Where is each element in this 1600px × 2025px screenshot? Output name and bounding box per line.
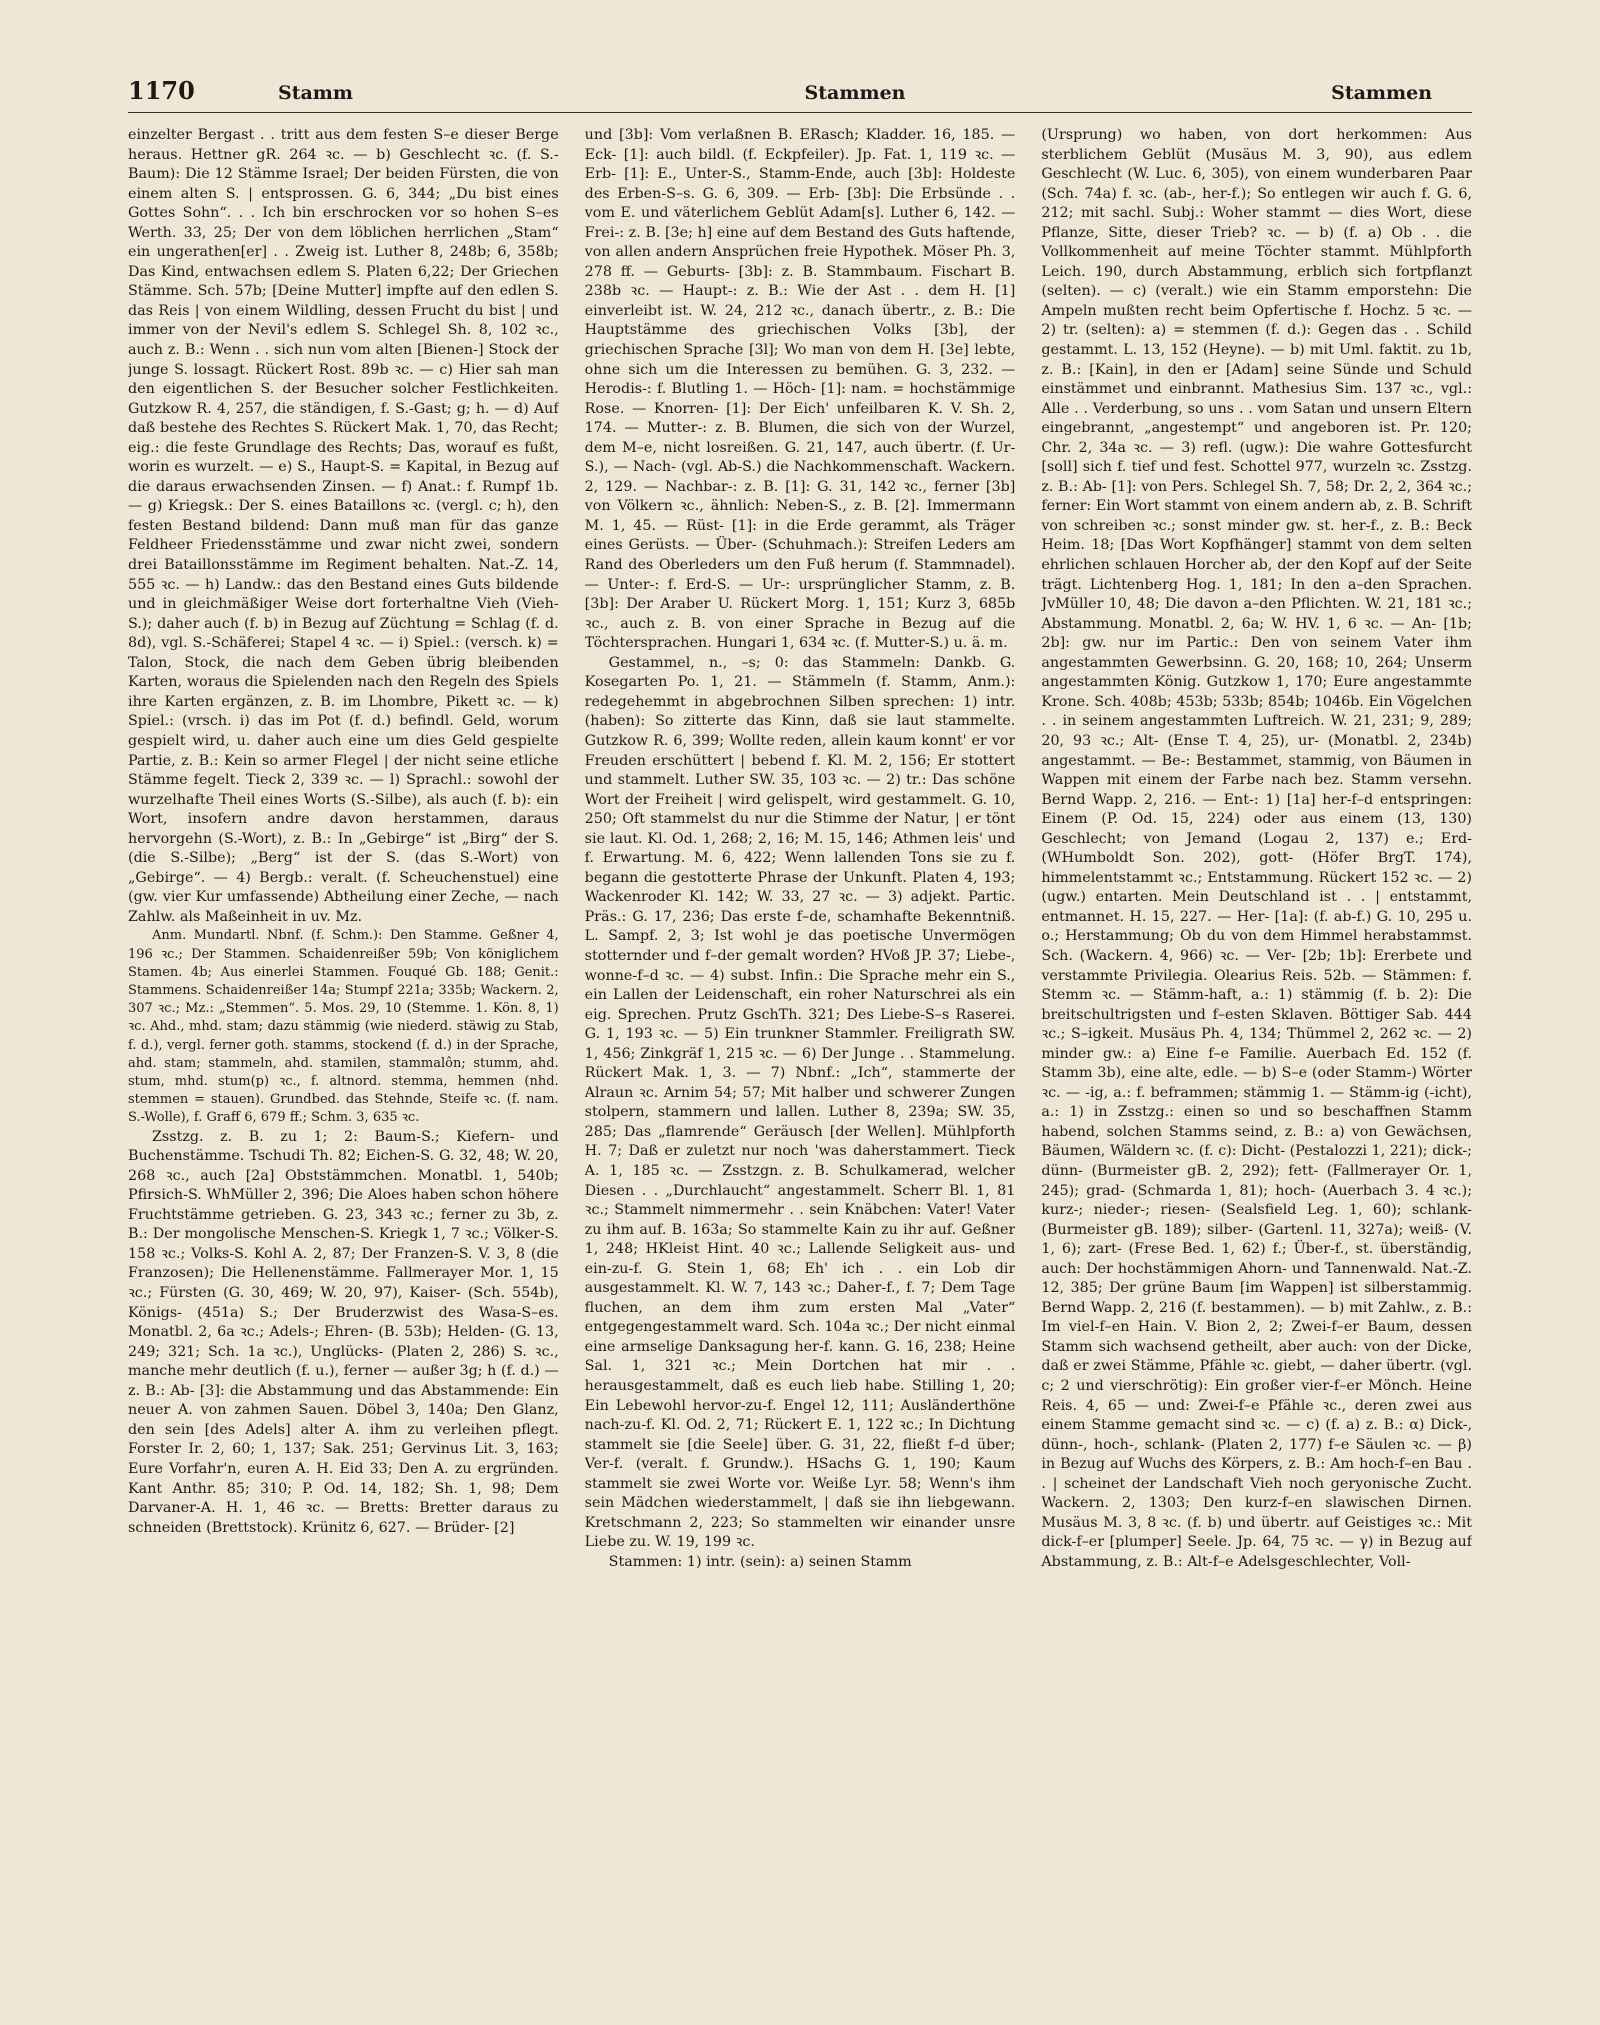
column-1-paragraph: Anm. Mundartl. Nbnf. (f. Schm.): Den Stamme. Geßner 4, 196 ꝛc.; Der Stammen. Schaidenreißer 59b; Von königlichem Stamen. 4b; Aus einerlei Stammen. Fouqué Gb. 188; Genit.: Stammens. Schaidenreißer 14a; Stumpf 221a; 335b; Wackern. 2, 307 ꝛc.; Mz.: „Stemmen“. 5. Mos. 29, 10 (Stemme. 1. Kön. 8, 1) ꝛc. Ahd., mhd. stam; dazu stämmig (wie niederd. stäwig zu Stab, f. d.), vergl. ferner goth. stamms, stockend (f. d.) in der Sprache, ahd. stam; stammeln, ahd. stamilen, stammalôn; stumm, ahd. stum, mhd. stum(p) ꝛc., f. altnord. stemma, hemmen (nhd. stemmen = stauen). Grundbed. das Stehnde, Steife ꝛc. (f. nam. S.-Wolle), f. Graff 6, 679 ff.; Schm. 3, 635 ꝛc. bbox=[128, 928, 559, 1126]
header-rule bbox=[128, 112, 1472, 113]
column-2-paragraph: Stammen: 1) intr. (sein): a) seinen Stamm bbox=[608, 1553, 912, 1570]
column-1-paragraph: einzelter Bergast . . tritt aus dem festen S–e dieser Berge heraus. Hettner gR. 264 ꝛc. — b) Geschlecht ꝛc. (f. S.-Baum): Die 12 Stämme Israel; Der beiden Fürsten, die von einem alten S. | entsprossen. G. 6, 344; „Du bist eines Gottes Sohn“. . . Ich bin erschrocken vor so hohen S–es Werth. 33, 25; Der von dem löblichen herrlichen „Stam“ ein ungerathen[er] . . Zweig ist. Luther 8, 248b; 6, 358b; Das Kind, entwachsen edlem S. Platen 6,22; Der Griechen Stämme. Sch. 57b; [Deine Mutter] impfte auf den edlen S. das Reis | von einem Wildling, dessen Frucht du bist | und immer von der Nevil's edlem S. Schlegel Sh. 8, 102 ꝛc., auch z. B.: Wenn . . sich nun vom alten [Bienen-] Stock der junge S. lossagt. Rückert Rost. 89b ꝛc. — c) Hier sah man den eigentlichen S. der Besucher solcher Festlichkeiten. Gutzkow R. 4, 257, die ständigen, f. S.-Gast; g; h. — d) Auf daß bestehe des Rechtes S. Rückert Mak. 1, 70, das Recht; eig.: die feste Grundlage des Rechts; Das, worauf es fußt, worin es wurzelt. — e) S., Haupt-S. = Kapital, in Bezug auf die daraus erwachsenden Zinsen. — f) Anat.: f. Rumpf 1b. — g) Kriegsk.: Der S. eines Bataillons ꝛc. (vergl. c; h), den festen Bestand bildend: Dann muß man für das ganze Feldheer Friedensstämme und zwar nicht zwei, sondern drei Bataillonsstämme im Regiment behalten. Nat.-Z. 14, 555 ꝛc. — h) Landw.: das den Bestand eines Guts bildende und in gleichmäßiger Weise dort forterhaltne Vieh (Vieh-S.); daher auch (f. b) in Bezug auf Züchtung = Schlag (f. d. 8d), vgl. S.-Schäferei; Stapel 4 ꝛc. — i) Spiel.: (versch. k) = Talon, Stock, die nach dem Geben übrig bleibenden Karten, woraus die Spielenden nach den Regeln des Spiels ihre Karten ergänzen, z. B. im Lhombre, Pikett ꝛc. — k) Spiel.: (vrsch. i) das im Pot (f. d.) befindl. Geld, worum gespielt wird, u. daher auch eine um dies Geld gespielte Partie, z. B.: Kein so armer Flegel | der nicht seine etliche Stämme fegelt. Tieck 2, 339 ꝛc. — l) Sprachl.: sowohl der wurzelhafte Theil eines Worts (S.-Silbe), als auch (f. b): ein Wort, insofern andre davon herstammen, daraus hervorgehn (S.-Wort), z. B.: In „Gebirge“ ist „Birg“ der S. (die S.-Silbe); „Berg“ ist der S. (das S.-Wort) von „Gebirge“. — 4) Bergb.: veralt. (f. Scheuchenstuel) eine (gw. vier Kur umfassende) Abtheilung einer Zeche, — nach Zahlw. als Maßeinheit in uv. Mz. bbox=[128, 127, 559, 925]
column-1 bbox=[128, 126, 559, 2006]
page-number: 1170 bbox=[128, 76, 195, 105]
column-3-paragraph: (Ursprung) wo haben, von dort herkommen: Aus sterblichem Geblüt (Musäus M. 3, 90), aus edlem Geschlecht (W. Luc. 6, 305), von einem wunderbaren Paar (Sch. 74a) f. ꝛc. (ab-, her-f.); So entlegen wir auch f. G. 6, 212; mit sachl. Subj.: Woher stammt — dies Wort, diese Pflanze, Sitte, dieser Trieb? ꝛc. — b) (f. a) Ob . . die Vollkommenheit auf meine Töchter stammt. Mühlpforth Leich. 190, durch Abstammung, erblich sich fortpflanzt (selten). — c) (veralt.) wie ein Stamm emporstehn: Die Ampeln mußten recht beim Opfertische f. Hochz. 5 ꝛc. — 2) tr. (selten): a) = stemmen (f. d.): Gegen das . . Schild gestammt. L. 13, 152 (Heyne). — b) mit Uml. faktit. zu 1b, z. B.: [Kain], in den er [Adam] seine Sünde und Schuld einstämmet und einbrannt. Mathesius Sim. 137 ꝛc., vgl.: Alle . . Verderbung, so uns . . vom Satan und unsern Eltern eingebrannt, „angestempt“ und angeboren ist. Pr. 120; Chr. 2, 34a ꝛc. — 3) refl. (ugw.): Die wahre Gottesfurcht [soll] sich f. tief und fest. Schottel 977, wurzeln ꝛc. Zsstzg. z. B.: Ab- [1]: von Pers. Schlegel Sh. 7, 58; Dr. 2, 2, 364 ꝛc.; ferner: Ein Wort stammt von einem andern ab, z. B. Schrift von schreiben ꝛc.; sonst minder gw. st. her-f., z. B.: Beck Heim. 18; [Das Wort Kopfhänger] stammt von dem selten ehrlichen schlauen Horcher ab, der den Kopf auf der Seite trägt. Lichtenberg Hog. 1, 181; In den a–den Sprachen. JvMüller 10, 48; Die davon a–den Pflichten. W. 21, 181 ꝛc.; Abstammung. Monatbl. 2, 6a; W. HV. 1, 6 ꝛc. — An- [1b; 2b]: gw. nur im Partic.: Den von seinem Vater ihm angestammten Gewerbsinn. G. 20, 168; 10, 264; Unserm angestammten König. Gutzkow 1, 170; Eure angestammte Krone. Sch. 408b; 453b; 533b; 854b; 1046b. Ein Vögelchen . . in seinem angestammten Luftreich. W. 21, 231; 9, 289; 20, 93 ꝛc.; Alt- (Ense T. 4, 25), ur- (Monatbl. 2, 234b) angestammt. — Be-: Bestammet, stammig, von Bäumen in Wappen mit einem der Farbe nach bez. Stamm versehn. Bernd Wapp. 2, 216. — Ent-: 1) [1a] her-f–d entspringen: Einem (P. Od. 15, 224) oder aus einem (13, 130) Geschlecht; von Jemand (Logau 2, 137) e.; Erd- (WHumboldt Son. 202), gott- (Höfer BrgT. 174), himmelentstammt ꝛc.; Entstammung. Rückert 152 ꝛc. — 2) (ugw.) entarten. Mein Deutschland ist . . | entstammt, entmannet. H. 15, 227. — Her- [1a]: (f. ab-f.) G. 10, 295 u. o.; Herstammung; Ob du von dem Himmel herabstammst. Sch. (Wackern. 4, 966) ꝛc. — Ver- [2b; 1b]: Ererbete und verstammte Privilegia. Olearius Reis. 52b. — Stämmen: f. Stemm ꝛc. — Stämm-haft, a.: 1) stämmig (f. b. 2): Die breitschultrigsten und f–esten Sklaven. Böttiger Sab. 444 ꝛc.; S–igkeit. Musäus Ph. 4, 134; Thümmel 2, 262 ꝛc. — 2) minder gw.: a) Eine f–e Familie. Auerbach Ed. 152 (f. Stamm 3b), eine alte, edle. — b) S–e (oder Stamm-) Wörter ꝛc. — -ig, a.: f. beframmen; stämmig 1. — Stämm-ig (-icht), a.: 1) in Zsstzg.: einen so und so beschaffnen Stamm habend, solchen Stamms seind, z. B.: a) von Gewächsen, Bäumen, Wäldern ꝛc. (f. c): Dicht- (Pestalozzi 1, 221); dick-; dünn- (Burmeister gB. 2, 292); fett- (Fallmerayer Or. 1, 245); grad- (Schmarda 1, 81); hoch- (Auerbach 3. 4 ꝛc.); kurz-; nieder-; riesen- (Sealsfield Leg. 1, 60); schlank- (Burmeister gB. 189); silber- (Gartenl. 11, 327a); weiß- (V. 1, 6); zart- (Frese Bed. 1, 62) f.; Über-f., st. überständig, auch: Der hochstämmigen Ahorn- und Tannenwald. Nat.-Z. 12, 385; Der grüne Baum [im Wappen] ist silberstammig. Bernd Wapp. 2, 216 (f. bestammen). — b) mit Zahlw., z. B.: Im viel-f–en Hain. V. Bion 2, 2; Zwei-f–er Baum, dessen Stamm sich wachsend getheilt, aber auch: von der Dicke, daß er zwei Stämme, Pfähle ꝛc. giebt, — daher übertr. (vgl. c; 2 und vierschrötig): Ein großer vier-f–er Mönch. Heine Reis. 4, 65 — und: Zwei-f–e Pfähle ꝛc., deren zwei aus einem Stamme gemacht sind ꝛc. — c) (f. a) z. B.: α) Dick-, dünn-, hoch-, schlank- (Platen 2, 177) f–e Säulen ꝛc. — β) in Bezug auf Wuchs des Körpers, z. B.: Am hoch-f–en Bau . . | scheinet der Landschaft Vieh noch geryonische Zucht. Wackern. 2, 1303; Den kurz-f–en slawischen Dirnen. Musäus M. 3, 8 ꝛc. (f. b) und übertr. auf Geistiges ꝛc.: Mit dick-f–er [plumper] Seele. Jp. 64, 75 ꝛc. — γ) in Bezug auf Abstammung, z. B.: Alt-f–e Adelsgeschlechter, Voll- bbox=[1041, 127, 1472, 1570]
column-1-paragraph: Zsstzg. z. B. zu 1; 2: Baum-S.; Kiefern- und Buchenstämme. Tschudi Th. 82; Eichen-S. G. 32, 48; W. 20, 268 ꝛc., auch [2a] Obststämmchen. Monatbl. 1, 540b; Pfirsich-S. WhMüller 2, 396; Die Aloes haben schon höhere Fruchtstämme getrieben. G. 23, 343 ꝛc.; ferner zu 3b, z. B.: Der mongolische Menschen-S. Kriegk 1, 7 ꝛc.; Völker-S. 158 ꝛc.; Volks-S. Kohl A. 2, 87; Der Franzen-S. V. 3, 8 (die Franzosen); Die Hellenenstämme. Fallmerayer Mor. 1, 15 ꝛc.; Fürsten (G. 30, 469; W. 20, 97), Kaiser- (Sch. 554b), Königs- (451a) S.; Der Bruderzwist des Wasa-S–es. Monatbl. 2, 6a ꝛc.; Adels-; Ehren- (B. 53b); Helden- (G. 13, 249; 321; Sch. 1a ꝛc.), Unglücks- (Platen 2, 286) S. ꝛc., manche mehr deutlich (f. u.), ferner — außer 3g; h (f. d.) — z. B.: Ab- [3]: die Abstammung und das Abstammende: Ein neuer A. von zahmen Sauen. Döbel 3, 140a; Den Glanz, den sein [des Adels] alter A. ihm zu verleihen pflegt. Forster Ir. 2, 60; 1, 137; Sak. 251; Gervinus Lit. 3, 163; Eure Vorfahr'n, euren A. H. Eid 33; Den A. zu ergründen. Kant Anthr. 85; 310; P. Od. 14, 182; Sh. 1, 98; Dem Darvaner-A. H. 1, 46 ꝛc. — Bretts: Bretter daraus zu schneiden (Brettstock). Krünitz 6, 627. — Brüder- [2] bbox=[128, 1128, 559, 1536]
running-head-center: Stammen bbox=[804, 82, 906, 104]
running-head-left: Stamm bbox=[278, 82, 354, 104]
column-2-paragraph: und [3b]: Vom verlaßnen B. ERasch; Kladder. 16, 185. — Eck- [1]: auch bildl. (f. Eckpfeiler). Jp. Fat. 1, 119 ꝛc. — Erb- [1]: E., Unter-S., Stamm-Ende, auch [3b]: Holdeste des Erben-S–s. G. 6, 309. — Erb- [3b]: Die Erbsünde . . vom E. und väterlichem Geblüt Adam[s]. Luther 6, 142. — Frei-: z. B. [3e; h] eine auf dem Bestand des Guts haftende, von allen andern Ansprüchen freie Hypothek. Möser Ph. 3, 278 ff. — Geburts- [3b]: z. B. Stammbaum. Fischart B. 238b ꝛc. — Haupt-: z. B.: Wie der Ast . . dem H. [1] einverleibt ist. W. 24, 212 ꝛc., danach übertr., z. B.: Die Hauptstämme des griechischen Volks [3b], der griechischen Sprache [3l]; Wo man von dem H. [3e] lebte, ohne sich um die Interessen zu bemühen. G. 3, 232. — Herodis-: f. Blutling 1. — Höch- [1]: nam. = hochstämmige Rose. — Knorren- [1]: Der Eich' unfeilbaren K. V. Sh. 2, 174. — Mutter-: z. B. Blumen, die sich von der Wurzel, dem M–e, nicht losreißen. G. 21, 147, auch übertr. (f. Ur-S.), — Nach- (vgl. Ab-S.) die Nachkommenschaft. Wackern. 2, 129. — Nachbar-: z. B. [1]: G. 31, 142 ꝛc., ferner [3b] von Völkern ꝛc., ähnlich: Neben-S., z. B. [2]. Immermann M. 1, 45. — Rüst- [1]: in die Erde gerammt, als Träger eines Gerüsts. — Über- (Schuhmach.): Streifen Leders am Rand des Oberleders um den Fuß herum (f. Stammnadel). — Unter-: f. Erd-S. — Ur-: ursprünglicher Stamm, z. B. [3b]: Der Araber U. Rückert Morg. 1, 151; Kurz 3, 685b ꝛc., auch z. B. von einer Sprache in Bezug auf die Töchtersprachen. Hungari 1, 634 ꝛc. (f. Mutter-S.) u. ä. m. bbox=[584, 127, 1016, 652]
column-2 bbox=[585, 126, 1016, 2006]
text-columns bbox=[128, 126, 1472, 2006]
page-header bbox=[128, 76, 1472, 106]
column-3 bbox=[1041, 126, 1472, 2006]
running-head-right: Stammen bbox=[1331, 82, 1433, 104]
column-2-paragraph: Gestammel, n., –s; 0: das Stammeln: Dankb. G. Kosegarten Po. 1, 21. — Stämmeln (f. Stamm, Anm.): redegehemmt in abgebrochnen Silben sprechen: 1) intr. (haben): So zitterte das Kinn, daß sie laut stammelte. Gutzkow R. 6, 399; Wollte reden, allein kaum konnt' er vor Freuden erschüttert | bebend f. Kl. M. 2, 156; Er stottert und stammelt. Luther SW. 35, 103 ꝛc. — 2) tr.: Das schöne Wort der Freiheit | wird gelispelt, wird gestammelt. G. 10, 250; Oft stammelst du nur die Stimme der Natur, | er tönt sie laut. Kl. Od. 1, 268; 2, 16; M. 15, 146; Athmen leis' und f. Erwartung. M. 6, 422; Wenn lallenden Tons sie zu f. begann die gestotterte Phrase der Unkunft. Platen 4, 193; Wackenroder Kl. 142; W. 33, 27 ꝛc. — 3) adjekt. Partic. Präs.: G. 17, 236; Das erste f–de, schamhafte Bekenntniß. L. Sampf. 2, 3; Ist wohl je das poetische Unvermögen stotternder und f–der gemalt worden? HVoß JP. 37; Liebe-, wonne-f–d ꝛc. — 4) subst. Infin.: Die Sprache mehr ein S., ein Lallen der Leidenschaft, ein roher Naturschrei als ein eig. Sprechen. Prutz GschTh. 321; Des Liebe-S–s Raserei. G. 1, 193 ꝛc. — 5) Ein trunkner Stammler. Freiligrath SW. 1, 456; Zinkgräf 1, 215 ꝛc. — 6) Der Junge . . Stammelung. Rückert Mak. 1, 3. — 7) Nbnf.: „Ich“, stammerte der Alraun ꝛc. Arnim 54; 57; Mit halber und schwerer Zungen stolpern, stammern und lallen. Luther 8, 239a; SW. 35, 285; Das „flamrende“ Geräusch [der Wellen]. Mühlpforth H. 7; Daß er zuletzt nur noch 'was daherstammert. Tieck A. 1, 185 ꝛc. — Zsstzgn. z. B. Schulkamerad, welcher Diesen . . „Durchlaucht“ angestammelt. Scherr Bl. 1, 81 ꝛc.; Stammelt nimmermehr . . sein Knäbchen: Vater! Vater zu ihm auf. B. 163a; So stammelte Kain zu ihr auf. Geßner 1, 248; HKleist Hint. 40 ꝛc.; Lallende Seligkeit aus- und ein-zu-f. G. Stein 1, 68; Eh' ich . . ein Lob dir ausgestammelt. Kl. W. 7, 143 ꝛc.; Daher-f., f. 7; Dem Tage fluchen, an dem ihm zum ersten Mal „Vater“ entgegengestammelt ward. Sch. 104a ꝛc.; Der nicht einmal eine armselige Danksagung her-f. kann. G. 16, 238; Heine Sal. 1, 321 ꝛc.; Mein Dortchen hat mir . . herausgestammelt, daß es euch lieb habe. Stilling 1, 20; Ein Lebewohl hervor-zu-f. Engel 12, 111; Ausländerthöne nach-zu-f. Kl. Od. 2, 71; Rückert E. 1, 122 ꝛc.; In Dichtung stammelt sie [die Seele] über. G. 31, 22, fließt f–d über; Ver-f. (veralt. f. Grundw.). HSachs G. 1, 190; Kaum stammelt sie zwei Worte vor. Weiße Lyr. 58; Wenn's ihm sein Mädchen wiederstammelt, | daß sie ihn liebgewann. Kretschmann 2, 223; So stammelten wir einander unsre Liebe zu. W. 19, 199 ꝛc. bbox=[584, 654, 1016, 1551]
